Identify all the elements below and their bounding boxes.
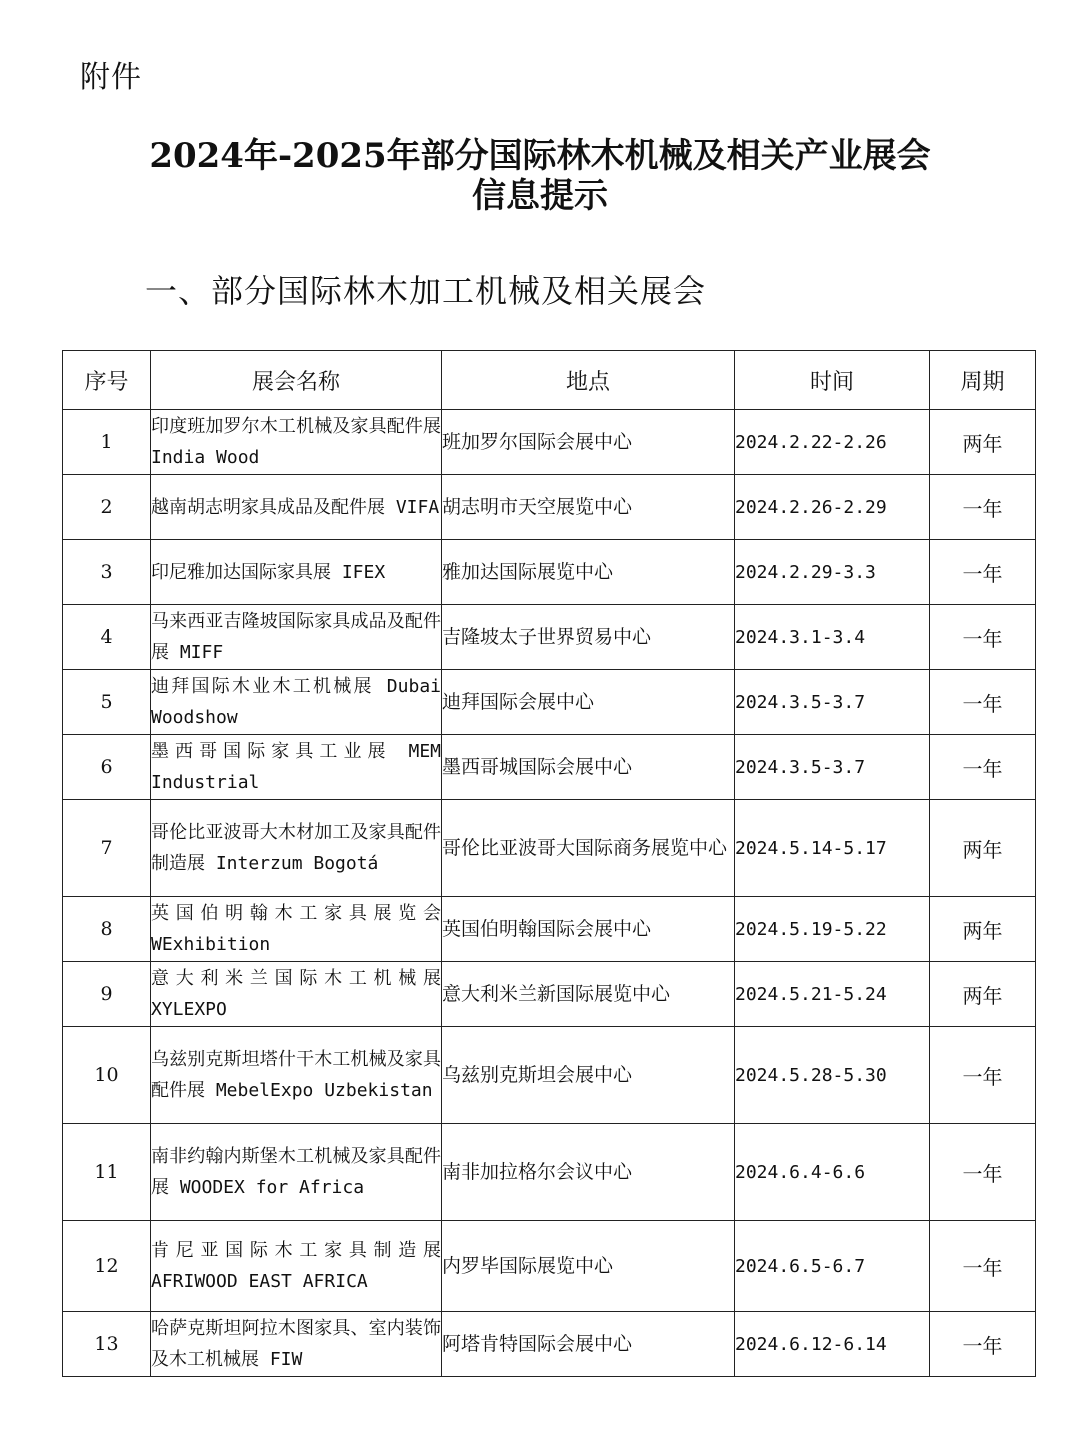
row-number: 5 xyxy=(63,670,151,735)
table-row xyxy=(63,1221,1036,1312)
header-no: 序号 xyxy=(63,351,151,410)
exhibition-cycle: 两年 xyxy=(930,800,1036,897)
header-cycle: 周期 xyxy=(930,351,1036,410)
exhibition-cycle: 一年 xyxy=(930,475,1036,540)
exhibition-cycle: 两年 xyxy=(930,962,1036,1027)
header-time: 时间 xyxy=(735,351,930,410)
exhibition-name: 迪拜国际木业木工机械展 Dubai Woodshow xyxy=(151,670,442,735)
exhibition-name: 哈萨克斯坦阿拉木图家具、室内装饰及木工机械展 FIW xyxy=(151,1312,442,1377)
exhibition-cycle: 一年 xyxy=(930,1221,1036,1312)
exhibition-time: 2024.2.29-3.3 xyxy=(735,540,930,605)
exhibition-name: 肯尼亚国际木工家具制造展 AFRIWOOD EAST AFRICA xyxy=(151,1221,442,1312)
exhibition-name: 墨西哥国际家具工业展 MEM Industrial xyxy=(151,735,442,800)
table-row xyxy=(63,410,1036,475)
exhibition-venue: 内罗毕国际展览中心 xyxy=(442,1221,735,1312)
exhibition-cycle: 两年 xyxy=(930,410,1036,475)
row-number: 2 xyxy=(63,475,151,540)
section-heading: 一、部分国际林木加工机械及相关展会 xyxy=(145,272,707,310)
exhibition-time: 2024.3.1-3.4 xyxy=(735,605,930,670)
exhibition-venue: 乌兹别克斯坦会展中心 xyxy=(442,1027,735,1124)
row-number: 6 xyxy=(63,735,151,800)
exhibition-venue: 阿塔肯特国际会展中心 xyxy=(442,1312,735,1377)
exhibition-cycle: 一年 xyxy=(930,670,1036,735)
exhibition-venue: 意大利米兰新国际展览中心 xyxy=(442,962,735,1027)
exhibition-time: 2024.5.19-5.22 xyxy=(735,897,930,962)
exhibition-venue: 雅加达国际展览中心 xyxy=(442,540,735,605)
row-number: 1 xyxy=(63,410,151,475)
exhibition-venue: 南非加拉格尔会议中心 xyxy=(442,1124,735,1221)
attachment-label: 附件 xyxy=(80,60,142,95)
table-body xyxy=(63,410,1036,1377)
exhibition-venue: 墨西哥城国际会展中心 xyxy=(442,735,735,800)
exhibition-time: 2024.5.21-5.24 xyxy=(735,962,930,1027)
exhibition-time: 2024.6.5-6.7 xyxy=(735,1221,930,1312)
title-line-1: 2024年-2025年部分国际林木机械及相关产业展会 xyxy=(149,136,931,176)
exhibition-venue: 英国伯明翰国际会展中心 xyxy=(442,897,735,962)
table-row xyxy=(63,670,1036,735)
exhibition-venue: 哥伦比亚波哥大国际商务展览中心 xyxy=(442,800,735,897)
exhibition-venue: 迪拜国际会展中心 xyxy=(442,670,735,735)
row-number: 7 xyxy=(63,800,151,897)
table-row xyxy=(63,1027,1036,1124)
exhibition-cycle: 一年 xyxy=(930,735,1036,800)
exhibition-name: 英国伯明翰木工家具展览会 WExhibition xyxy=(151,897,442,962)
table-row xyxy=(63,735,1036,800)
header-name: 展会名称 xyxy=(151,351,442,410)
exhibition-venue: 班加罗尔国际会展中心 xyxy=(442,410,735,475)
table-row xyxy=(63,1312,1036,1377)
table-row xyxy=(63,540,1036,605)
row-number: 9 xyxy=(63,962,151,1027)
table-header-row xyxy=(63,351,1036,410)
table-row xyxy=(63,475,1036,540)
exhibition-cycle: 一年 xyxy=(930,605,1036,670)
exhibition-name: 马来西亚吉隆坡国际家具成品及配件展 MIFF xyxy=(151,605,442,670)
table-row xyxy=(63,962,1036,1027)
exhibition-table xyxy=(62,350,1036,1377)
row-number: 8 xyxy=(63,897,151,962)
exhibition-name: 乌兹别克斯坦塔什干木工机械及家具配件展 MebelExpo Uzbekistan xyxy=(151,1027,442,1124)
exhibition-time: 2024.5.14-5.17 xyxy=(735,800,930,897)
exhibition-venue: 胡志明市天空展览中心 xyxy=(442,475,735,540)
exhibition-time: 2024.5.28-5.30 xyxy=(735,1027,930,1124)
exhibition-time: 2024.3.5-3.7 xyxy=(735,735,930,800)
row-number: 3 xyxy=(63,540,151,605)
exhibition-name: 哥伦比亚波哥大木材加工及家具配件制造展 Interzum Bogotá xyxy=(151,800,442,897)
exhibition-name: 印度班加罗尔木工机械及家具配件展 India Wood xyxy=(151,410,442,475)
row-number: 11 xyxy=(63,1124,151,1221)
exhibition-cycle: 一年 xyxy=(930,1124,1036,1221)
exhibition-name: 意大利米兰国际木工机械展 XYLEXPO xyxy=(151,962,442,1027)
row-number: 12 xyxy=(63,1221,151,1312)
table-row xyxy=(63,800,1036,897)
exhibition-name: 越南胡志明家具成品及配件展 VIFA xyxy=(151,475,442,540)
exhibition-venue: 吉隆坡太子世界贸易中心 xyxy=(442,605,735,670)
exhibition-cycle: 一年 xyxy=(930,540,1036,605)
table-row xyxy=(63,605,1036,670)
exhibition-name: 印尼雅加达国际家具展 IFEX xyxy=(151,540,442,605)
title-line-2: 信息提示 xyxy=(472,176,608,216)
exhibition-name: 南非约翰内斯堡木工机械及家具配件展 WOODEX for Africa xyxy=(151,1124,442,1221)
exhibition-cycle: 一年 xyxy=(930,1312,1036,1377)
exhibition-time: 2024.2.22-2.26 xyxy=(735,410,930,475)
exhibition-time: 2024.6.4-6.6 xyxy=(735,1124,930,1221)
exhibition-cycle: 一年 xyxy=(930,1027,1036,1124)
exhibition-cycle: 两年 xyxy=(930,897,1036,962)
page-title xyxy=(0,136,1080,216)
header-venue: 地点 xyxy=(442,351,735,410)
row-number: 4 xyxy=(63,605,151,670)
exhibition-time: 2024.3.5-3.7 xyxy=(735,670,930,735)
row-number: 10 xyxy=(63,1027,151,1124)
exhibition-time: 2024.2.26-2.29 xyxy=(735,475,930,540)
row-number: 13 xyxy=(63,1312,151,1377)
exhibition-time: 2024.6.12-6.14 xyxy=(735,1312,930,1377)
table-row xyxy=(63,897,1036,962)
table-row xyxy=(63,1124,1036,1221)
